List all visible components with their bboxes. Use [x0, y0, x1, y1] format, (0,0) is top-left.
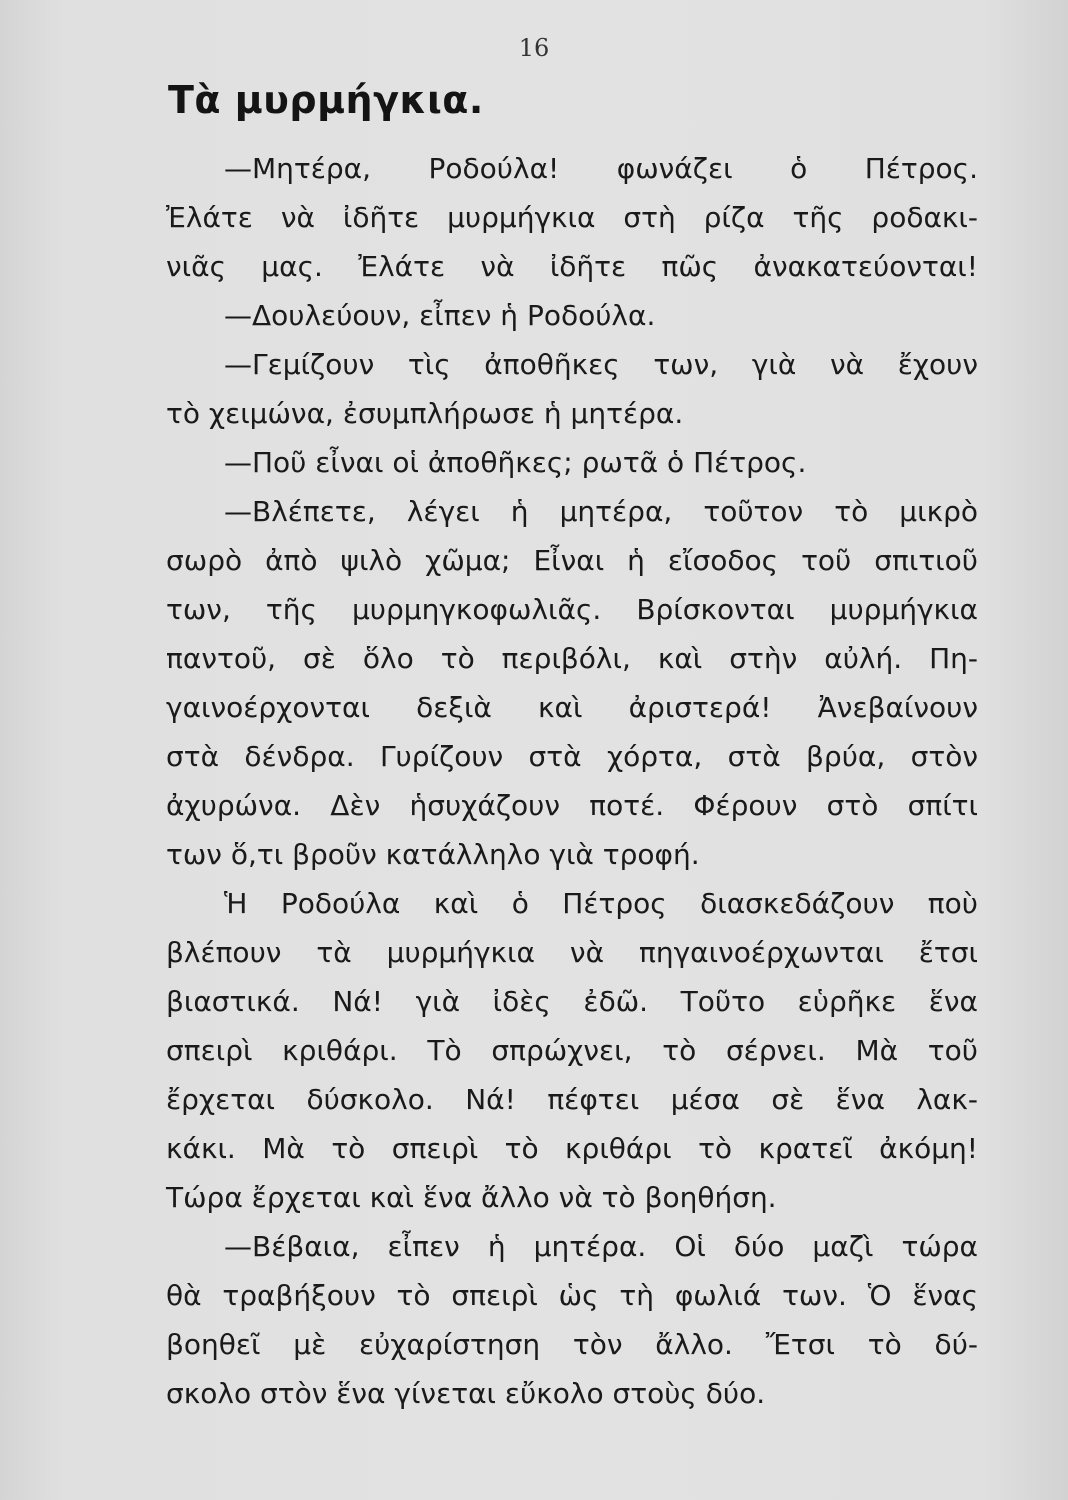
- text-line: —Δουλεύουν, εἶπεν ἡ Ροδούλα.: [224, 299, 656, 332]
- text-line: ἔρχεται δύσκολο. Νά! πέφτει μέσα σὲ ἕνα λακ-: [166, 1083, 978, 1116]
- text-line: βλέπουν τὰ μυρμήγκια νὰ πηγαινοέρχωνται ἔτσι: [166, 936, 978, 969]
- text-line: νιᾶς μας. Ἐλάτε νὰ ἰδῆτε πῶς ἀνακατεύονται!: [166, 250, 978, 283]
- text-line: στὰ δένδρα. Γυρίζουν στὰ χόρτα, στὰ βρύα, στὸν: [166, 740, 978, 773]
- body-text: [166, 144, 978, 1418]
- text-line: —Βέβαια, εἶπεν ἡ μητέρα. Οἱ δύο μαζὶ τώρα: [224, 1230, 978, 1263]
- text-line: Ἐλάτε νὰ ἰδῆτε μυρμήγκια στὴ ρίζα τῆς ροδακι-: [166, 201, 978, 234]
- page-number: 16: [518, 34, 550, 62]
- text-line: —Μητέρα, Ροδούλα! φωνάζει ὁ Πέτρος.: [224, 152, 978, 185]
- text-line: τὸ χειμώνα, ἐσυμπλήρωσε ἡ μητέρα.: [166, 397, 684, 430]
- text-line: —Γεμίζουν τὶς ἀποθῆκες των, γιὰ νὰ ἔχουν: [224, 348, 978, 381]
- chapter-title: Τὰ μυρμήγκια.: [168, 78, 484, 122]
- text-line: βιαστικά. Νά! γιὰ ἰδὲς ἐδῶ. Τοῦτο εὑρῆκε ἕνα: [166, 985, 978, 1018]
- text-line: σωρὸ ἀπὸ ψιλὸ χῶμα; Εἶναι ἡ εἴσοδος τοῦ σπιτιοῦ: [166, 544, 978, 577]
- text-line: θὰ τραβήξουν τὸ σπειρὶ ὡς τὴ φωλιά των. Ὁ ἕνας: [166, 1279, 978, 1312]
- text-line: των, τῆς μυρμηγκοφωλιᾶς. Βρίσκονται μυρμήγκια: [166, 593, 978, 626]
- text-line: —Βλέπετε, λέγει ἡ μητέρα, τοῦτον τὸ μικρὸ: [224, 495, 978, 528]
- text-line: των ὅ,τι βροῦν κατάλληλο γιὰ τροφή.: [166, 838, 700, 871]
- text-line: γαινοέρχονται δεξιὰ καὶ ἀριστερά! Ἀνεβαίνουν: [166, 691, 978, 724]
- text-line: βοηθεῖ μὲ εὐχαρίστηση τὸν ἄλλο. Ἔτσι τὸ δύ-: [166, 1328, 978, 1361]
- text-line: —Ποῦ εἶναι οἱ ἀποθῆκες; ρωτᾶ ὁ Πέτρος.: [224, 446, 807, 479]
- text-line: Τώρα ἔρχεται καὶ ἕνα ἄλλο νὰ τὸ βοηθήση.: [166, 1181, 777, 1214]
- text-line: σκολο στὸν ἕνα γίνεται εὔκολο στοὺς δύο.: [166, 1377, 766, 1410]
- text-line: Ἡ Ροδούλα καὶ ὁ Πέτρος διασκεδάζουν ποὺ: [224, 887, 978, 920]
- text-line: σπειρὶ κριθάρι. Τὸ σπρώχνει, τὸ σέρνει. Μὰ τοῦ: [166, 1034, 978, 1067]
- text-line: παντοῦ, σὲ ὅλο τὸ περιβόλι, καὶ στὴν αὐλή. Πη-: [166, 642, 978, 675]
- text-line: κάκι. Μὰ τὸ σπειρὶ τὸ κριθάρι τὸ κρατεῖ ἀκόμη!: [166, 1132, 978, 1165]
- text-line: ἀχυρώνα. Δὲν ἡσυχάζουν ποτέ. Φέρουν στὸ σπίτι: [166, 789, 978, 822]
